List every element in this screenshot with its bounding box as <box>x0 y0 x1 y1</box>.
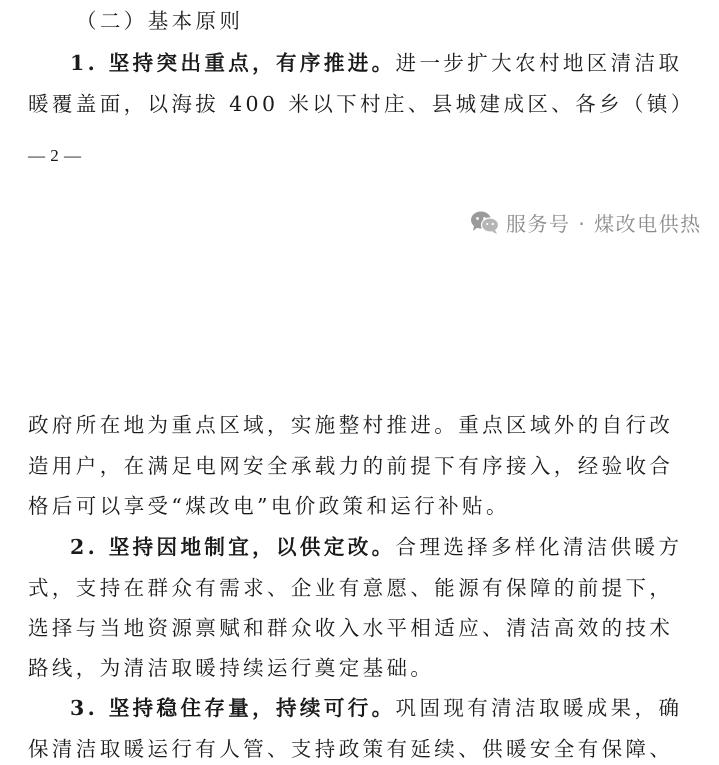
watermark-text: 服务号 · 煤改电供热 <box>506 212 702 236</box>
principle-3-title: 3. 坚持稳住存量，持续可行。 <box>70 696 396 720</box>
principle-2-line-3: 选择与当地资源禀赋和群众收入水平相适应、清洁高效的技术 <box>28 616 674 640</box>
principle-3-text: 巩固现有清洁取暖成果，确 <box>395 696 683 720</box>
principle-3-line-1 <box>70 695 682 721</box>
principle-2-line-1 <box>70 534 682 560</box>
principle-1-line-3: 政府所在地为重点区域，实施整村推进。重点区域外的自行改 <box>28 413 674 437</box>
principle-2-text: 合理选择多样化清洁供暖方 <box>395 535 683 559</box>
page-number: — 2 — <box>28 146 82 165</box>
principle-1-line-2: 暖覆盖面，以海拔 400 米以下村庄、县城建成区、各乡（镇） <box>28 92 695 116</box>
principle-1-text: 进一步扩大农村地区清洁取 <box>395 51 683 75</box>
principle-2-line-4: 路线，为清洁取暖持续运行奠定基础。 <box>28 656 435 680</box>
wechat-icon <box>470 210 500 236</box>
principle-1-line-1 <box>70 50 682 76</box>
principle-1-title: 1. 坚持突出重点，有序推进。 <box>70 51 396 75</box>
principle-1-line-5: 格后可以享受“煤改电”电价政策和运行补贴。 <box>28 494 510 518</box>
section-heading: （二）基本原则 <box>76 9 244 33</box>
principle-1-line-4: 造用户，在满足电网安全承载力的前提下有序接入，经验收合 <box>28 454 674 478</box>
principle-3-line-2: 保清洁取暖运行有人管、支持政策有延续、供暖安全有保障、 <box>28 737 674 761</box>
principle-2-line-2: 式，支持在群众有需求、企业有意愿、能源有保障的前提下， <box>28 576 674 600</box>
principle-2-title: 2. 坚持因地制宜，以供定改。 <box>70 535 396 559</box>
watermark <box>470 208 702 237</box>
